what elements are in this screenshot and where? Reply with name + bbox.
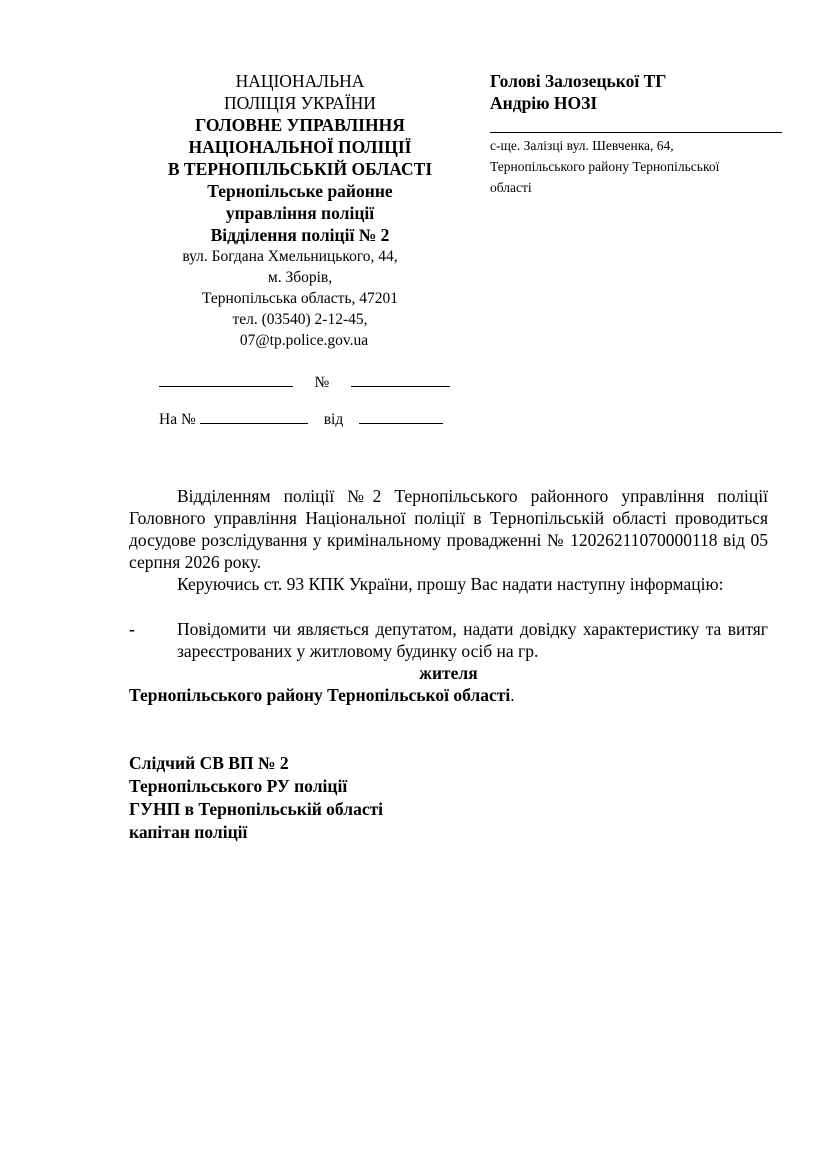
sender-line-4: НАЦІОНАЛЬНОЇ ПОЛІЦІЇ <box>188 137 412 157</box>
signature-line-2: Тернопільського РУ поліції <box>129 776 348 796</box>
on-number-label: На № <box>159 411 196 428</box>
sender-line-6: Тернопільське районне <box>207 181 393 201</box>
outgoing-date-line <box>159 372 293 387</box>
letter-body <box>129 485 768 595</box>
recipient-name: Андрію НОЗІ <box>490 93 598 113</box>
incoming-date-line <box>359 409 443 424</box>
sender-block <box>140 70 460 351</box>
signature-line-1: Слідчий СВ ВП № 2 <box>129 753 289 773</box>
sender-line-7: управління поліції <box>225 203 375 223</box>
request-item-text: Повідомити чи являється депутатом, надати довідку характеристику та витяг зареєстрованих у житловому будинку осіб на гр. <box>177 619 768 661</box>
incoming-reference <box>159 409 459 430</box>
district-line <box>129 684 768 706</box>
district-text: Тернопільського району Тернопільської області <box>129 685 511 705</box>
sender-email: 07@tp.police.gov.ua <box>239 332 369 349</box>
recipient-block <box>490 70 790 196</box>
paragraph-investigation: Відділенням поліції №2 Тернопільського районного управління поліції Головного управління Національної поліції в Тернопільській області проводиться досудове розслідування у кримінальному провадженні № 12026211070000118 від 05 серпня 2026 року. <box>129 486 768 572</box>
sender-line-8: Відділення поліції № 2 <box>210 225 390 245</box>
request-item-block <box>129 618 768 706</box>
sender-address-region: Тернопільська область, 47201 <box>201 290 399 307</box>
sender-line-2: ПОЛІЦІЯ УКРАЇНИ <box>224 93 376 113</box>
outgoing-reference <box>159 372 459 393</box>
recipient-address-district: Тернопільського району Тернопільської <box>490 159 720 174</box>
sender-address-city: м. Зборів, <box>267 269 333 286</box>
recipient-divider <box>490 132 782 133</box>
recipient-title: Голові Залозецької ТГ <box>490 71 667 91</box>
signature-block <box>129 752 383 844</box>
recipient-address-region: області <box>490 180 532 195</box>
incoming-number-line <box>200 409 308 424</box>
paragraph-request: Керуючись ст. 93 КПК України, прошу Вас надати наступну інформацію: <box>177 574 724 594</box>
sender-line-3: ГОЛОВНЕ УПРАВЛІННЯ <box>195 115 405 135</box>
from-label: від <box>323 411 344 428</box>
signature-line-4: капітан поліції <box>129 822 248 842</box>
number-sign-label: № <box>314 374 330 391</box>
sender-phone: тел. (03540) 2-12-45, <box>232 311 368 328</box>
recipient-address-street: с-ще. Залізці вул. Шевченка, 64, <box>490 138 674 153</box>
resident-label: жителя <box>419 663 478 683</box>
district-period: . <box>510 685 515 705</box>
list-dash-marker: - <box>129 619 135 639</box>
sender-line-5: В ТЕРНОПІЛЬСЬКІЙ ОБЛАСТІ <box>167 159 433 179</box>
sender-address-street: вул. Богдана Хмельницького, 44, <box>182 248 398 265</box>
sender-line-1: НАЦІОНАЛЬНА <box>235 71 365 91</box>
outgoing-number-line <box>351 372 450 387</box>
signature-line-3: ГУНП в Тернопільській області <box>129 799 384 819</box>
